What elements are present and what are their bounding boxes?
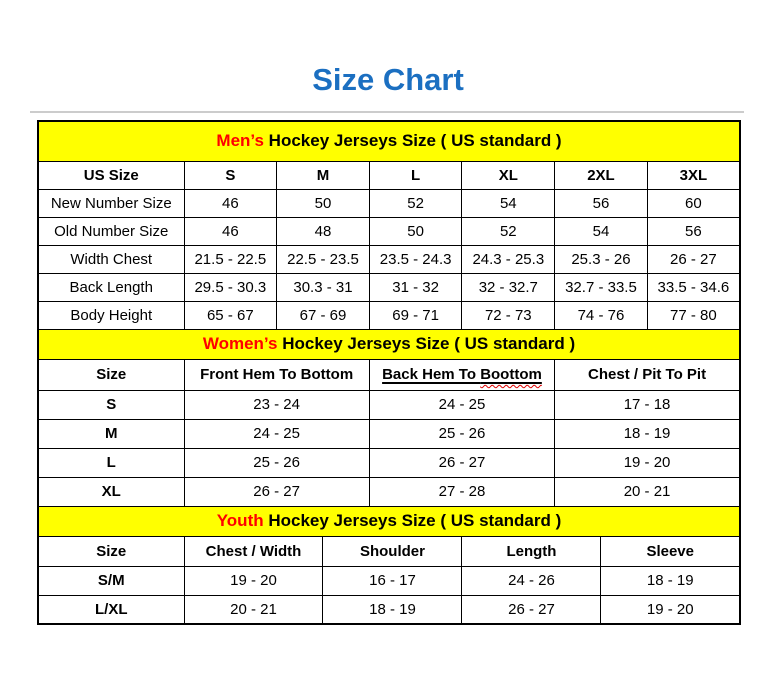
page-title: Size Chart <box>312 62 464 97</box>
column-header: Length <box>462 536 601 566</box>
table-row <box>38 189 740 217</box>
misspelled-word: Boottom <box>480 366 542 383</box>
column-header: L <box>369 161 462 189</box>
table-cell: 19 - 20 <box>601 595 740 624</box>
section-band-highlight: Men’s <box>216 131 264 151</box>
column-header: Shoulder <box>323 536 462 566</box>
table-cell: 25 - 26 <box>369 419 554 448</box>
table-row <box>38 477 740 506</box>
table-cell: 22.5 - 23.5 <box>277 245 370 273</box>
table-cell: 20 - 21 <box>184 595 323 624</box>
row-label: Back Length <box>38 273 184 301</box>
table-cell: 67 - 69 <box>277 301 370 329</box>
table-cell: 29.5 - 30.3 <box>184 273 277 301</box>
table-cell: 30.3 - 31 <box>277 273 370 301</box>
table-row <box>38 273 740 301</box>
table-cell: 32 - 32.7 <box>462 273 555 301</box>
table-cell: 50 <box>369 217 462 245</box>
table-cell: 17 - 18 <box>555 390 740 419</box>
column-header: US Size <box>38 161 184 189</box>
section-band-mens-label <box>38 121 740 161</box>
row-label: New Number Size <box>38 189 184 217</box>
column-header: M <box>277 161 370 189</box>
table-cell: 60 <box>647 189 740 217</box>
table-cell: 25.3 - 26 <box>555 245 648 273</box>
table-cell: 27 - 28 <box>369 477 554 506</box>
table-cell: 77 - 80 <box>647 301 740 329</box>
table-cell: 32.7 - 33.5 <box>555 273 648 301</box>
row-label: L/XL <box>38 595 184 624</box>
table-cell: 24 - 26 <box>462 566 601 595</box>
divider-line <box>30 111 744 113</box>
table-cell: 24.3 - 25.3 <box>462 245 555 273</box>
table-cell: 69 - 71 <box>369 301 462 329</box>
table-cell: 23 - 24 <box>184 390 369 419</box>
table-cell: 26 - 27 <box>184 477 369 506</box>
column-header: Chest / Pit To Pit <box>555 359 740 390</box>
column-header: Size <box>38 359 184 390</box>
table-row <box>38 566 740 595</box>
column-header-back-hem <box>369 359 554 390</box>
column-header: Front Hem To Bottom <box>184 359 369 390</box>
table-cell: 52 <box>369 189 462 217</box>
table-cell: 56 <box>555 189 648 217</box>
table-cell: 33.5 - 34.6 <box>647 273 740 301</box>
table-cell: 26 - 27 <box>369 448 554 477</box>
table-cell: 18 - 19 <box>601 566 740 595</box>
table-cell: 23.5 - 24.3 <box>369 245 462 273</box>
section-band-highlight: Women’s <box>202 334 278 353</box>
column-header: Size <box>38 536 184 566</box>
table-cell: 54 <box>462 189 555 217</box>
womens-header-row <box>38 359 740 390</box>
section-band-youth-label <box>38 506 740 536</box>
table-cell: 19 - 20 <box>184 566 323 595</box>
row-label: Body Height <box>38 301 184 329</box>
column-header: XL <box>462 161 555 189</box>
column-header: 2XL <box>555 161 648 189</box>
table-row <box>38 217 740 245</box>
table-cell: 21.5 - 22.5 <box>184 245 277 273</box>
table-cell: 20 - 21 <box>555 477 740 506</box>
section-band-mens <box>38 121 740 161</box>
table-cell: 74 - 76 <box>555 301 648 329</box>
table-cell: 25 - 26 <box>184 448 369 477</box>
table-row <box>38 419 740 448</box>
row-label: M <box>38 419 184 448</box>
column-header: Sleeve <box>601 536 740 566</box>
table-cell: 54 <box>555 217 648 245</box>
section-band-rest: Hockey Jerseys Size ( US standard ) <box>263 511 562 530</box>
table-cell: 18 - 19 <box>555 419 740 448</box>
table-cell: 24 - 25 <box>369 390 554 419</box>
row-label: Old Number Size <box>38 217 184 245</box>
table-cell: 52 <box>462 217 555 245</box>
table-row <box>38 301 740 329</box>
table-row <box>38 245 740 273</box>
youth-header-row <box>38 536 740 566</box>
row-label: L <box>38 448 184 477</box>
phrase-prefix: Back Hem To <box>382 366 481 383</box>
section-band-womens-label <box>38 329 740 359</box>
table-cell: 18 - 19 <box>323 595 462 624</box>
table-cell: 16 - 17 <box>323 566 462 595</box>
section-band-youth <box>38 506 740 536</box>
underlined-phrase <box>382 366 542 383</box>
table-cell: 26 - 27 <box>647 245 740 273</box>
table-cell: 50 <box>277 189 370 217</box>
column-header: 3XL <box>647 161 740 189</box>
table-row <box>38 390 740 419</box>
size-chart-table <box>37 120 741 625</box>
section-band-rest: Hockey Jerseys Size ( US standard ) <box>277 334 576 353</box>
row-label: S/M <box>38 566 184 595</box>
column-header: Chest / Width <box>184 536 323 566</box>
table-row <box>38 448 740 477</box>
section-band-rest: Hockey Jerseys Size ( US standard ) <box>263 131 562 151</box>
row-label: Width Chest <box>38 245 184 273</box>
table-cell: 72 - 73 <box>462 301 555 329</box>
table-cell: 46 <box>184 189 277 217</box>
table-cell: 48 <box>277 217 370 245</box>
row-label: XL <box>38 477 184 506</box>
table-cell: 26 - 27 <box>462 595 601 624</box>
table-cell: 24 - 25 <box>184 419 369 448</box>
table-cell: 56 <box>647 217 740 245</box>
section-band-highlight: Youth <box>216 511 264 530</box>
table-cell: 65 - 67 <box>184 301 277 329</box>
column-header: S <box>184 161 277 189</box>
row-label: S <box>38 390 184 419</box>
section-band-womens <box>38 329 740 359</box>
table-cell: 19 - 20 <box>555 448 740 477</box>
table-cell: 46 <box>184 217 277 245</box>
mens-header-row <box>38 161 740 189</box>
table-cell: 31 - 32 <box>369 273 462 301</box>
table-row <box>38 595 740 624</box>
